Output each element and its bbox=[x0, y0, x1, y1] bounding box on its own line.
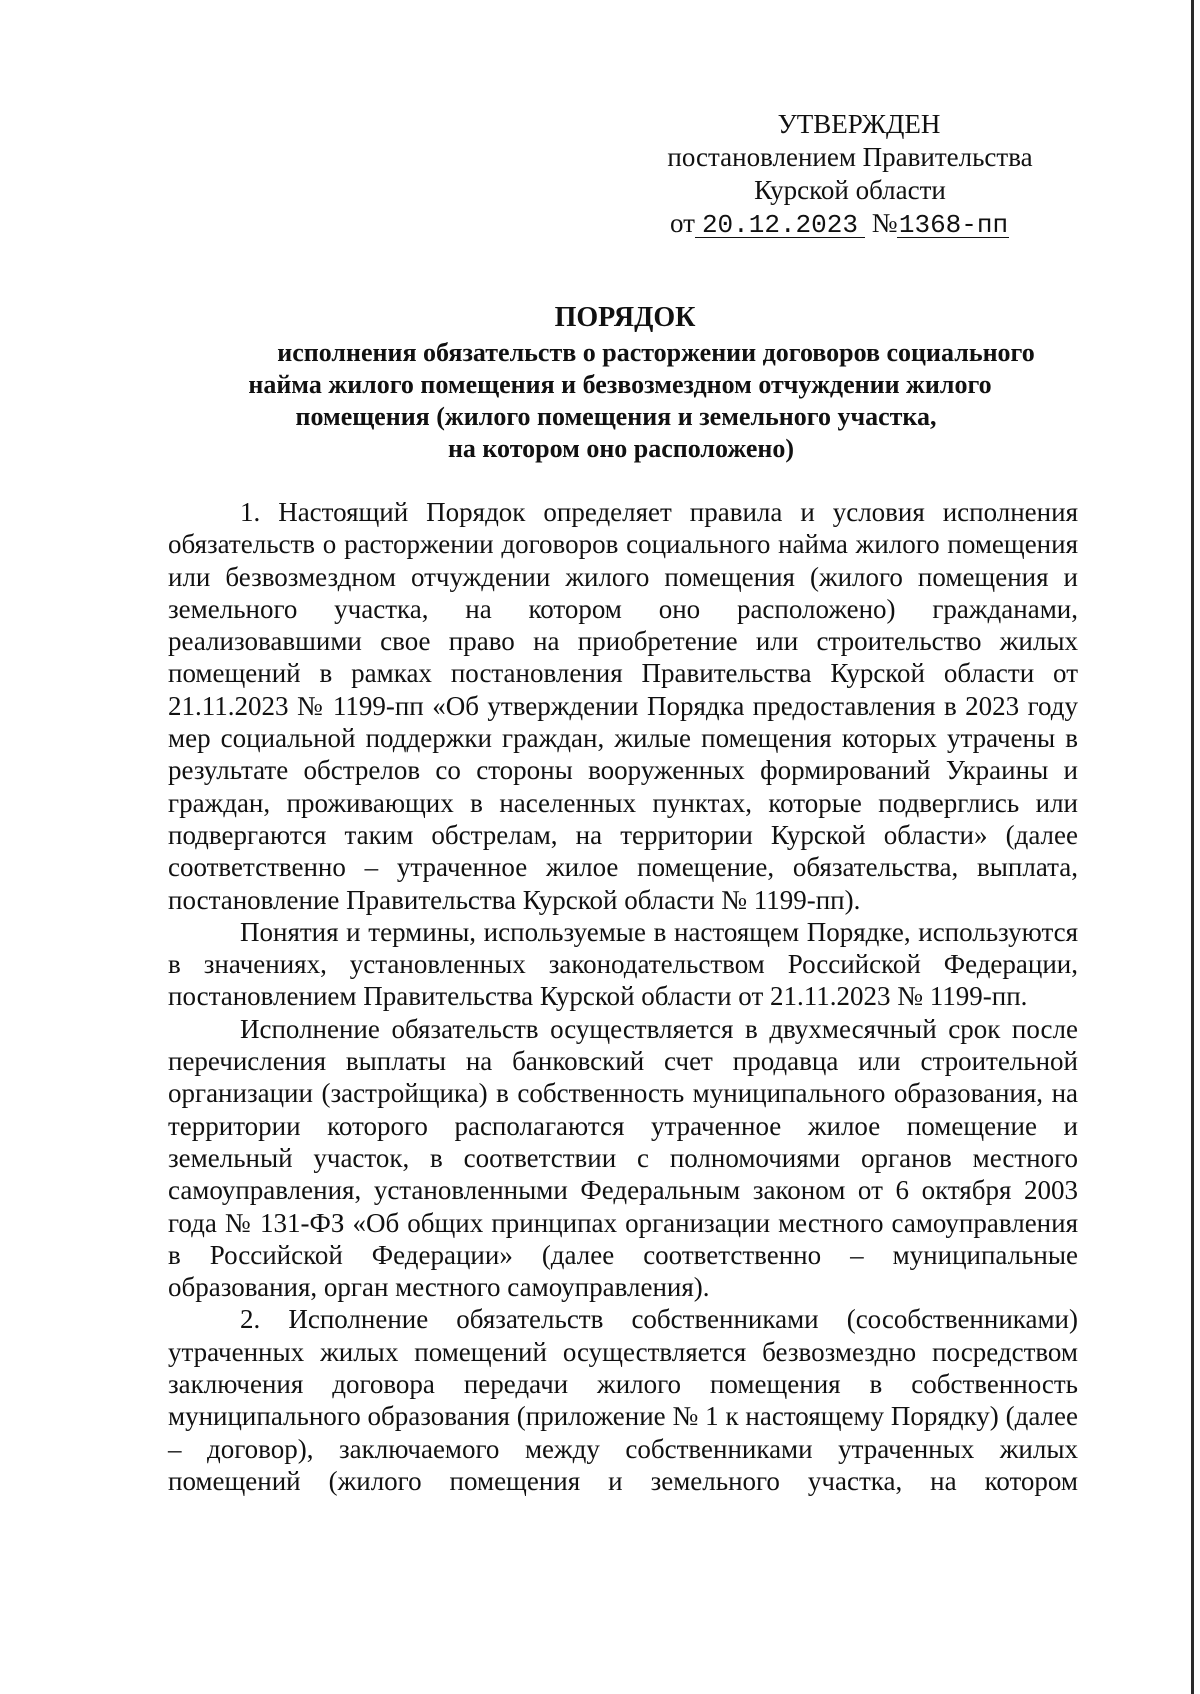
document-title bbox=[150, 302, 1100, 465]
date-prefix: от bbox=[670, 208, 695, 238]
approval-line-decree: постановлением Правительства bbox=[667, 142, 1033, 172]
body-paragraph: 1. Настоящий Порядок определяет правила и условия исполнения обязательств о расторжении договоров социального найма жилого помещения или безвозмездном отчуждении жилого помещения (жилого помещения и земельного участка, на котором оно расположено) гражданами, реализовавшими свое право на приобретение или строительство жилых помещений в рамках постановления Правительства Курской области от 21.11.2023 № 1199-пп «Об утверждении Порядка предоставления в 2023 году мер социальной поддержки граждан, жилые помещения которых утрачены в результате обстрелов со стороны вооруженных формирований Украины и граждан, проживающих в населенных пунктах, которые подверглись или подвергаются таким обстрелам, на территории Курской области» (далее соответственно – утраченное жилое помещение, обязательства, выплата, постановление Правительства Курской области № 1199-пп). bbox=[168, 497, 1078, 915]
date-value: 20.12.2023 bbox=[695, 213, 865, 238]
title-main: ПОРЯДОК bbox=[554, 302, 696, 333]
approval-date-line bbox=[640, 207, 1060, 240]
number-prefix: № bbox=[871, 208, 898, 238]
title-line: исполнения обязательств о расторжении договоров социального bbox=[277, 338, 1035, 367]
approval-heading: УТВЕРЖДЕН bbox=[777, 109, 941, 139]
body-paragraph: Понятия и термины, используемые в настоящем Порядке, используются в значениях, установленных законодательством Российской Федерации, постановлением Правительства Курской области от 21.11.2023 № 1199-пп. bbox=[168, 916, 1078, 1012]
document-body bbox=[168, 496, 1078, 1497]
title-line: на котором оно расположено) bbox=[447, 434, 795, 463]
body-paragraph: Исполнение обязательств осуществляется в двухмесячный срок после перечисления выплаты на банковский счет продавца или строительной организации (застройщика) в собственность муниципального образования, на территории которого располагаются утраченное жилое помещение и земельный участок, в соответствии с полномочиями органов местного самоуправления, установленными Федеральным законом от 6 октября 2003 года № 131-ФЗ «Об общих принципах организации местного самоуправления в Российской Федерации» (далее соответственно – муниципальные образования, орган местного самоуправления). bbox=[168, 1013, 1078, 1303]
approval-line-region: Курской области bbox=[754, 175, 946, 205]
title-line: помещения (жилого помещения и земельного участка, bbox=[295, 402, 937, 431]
approval-stamp bbox=[640, 108, 1060, 240]
title-line: найма жилого помещения и безвозмездном отчуждении жилого bbox=[248, 370, 992, 399]
body-paragraph: 2. Исполнение обязательств собственниками (сособственниками) утраченных жилых помещений осуществляется безвозмездно посредством заключения договора передачи жилого помещения в собственность муниципального образования (приложение № 1 к настоящему Порядку) (далее – договор), заключаемого между собственниками утраченных жилых помещений (жилого помещения и земельного участка, на котором bbox=[168, 1304, 1078, 1496]
number-value: 1368-пп bbox=[898, 210, 1009, 240]
scan-edge-border bbox=[1191, 0, 1194, 1694]
